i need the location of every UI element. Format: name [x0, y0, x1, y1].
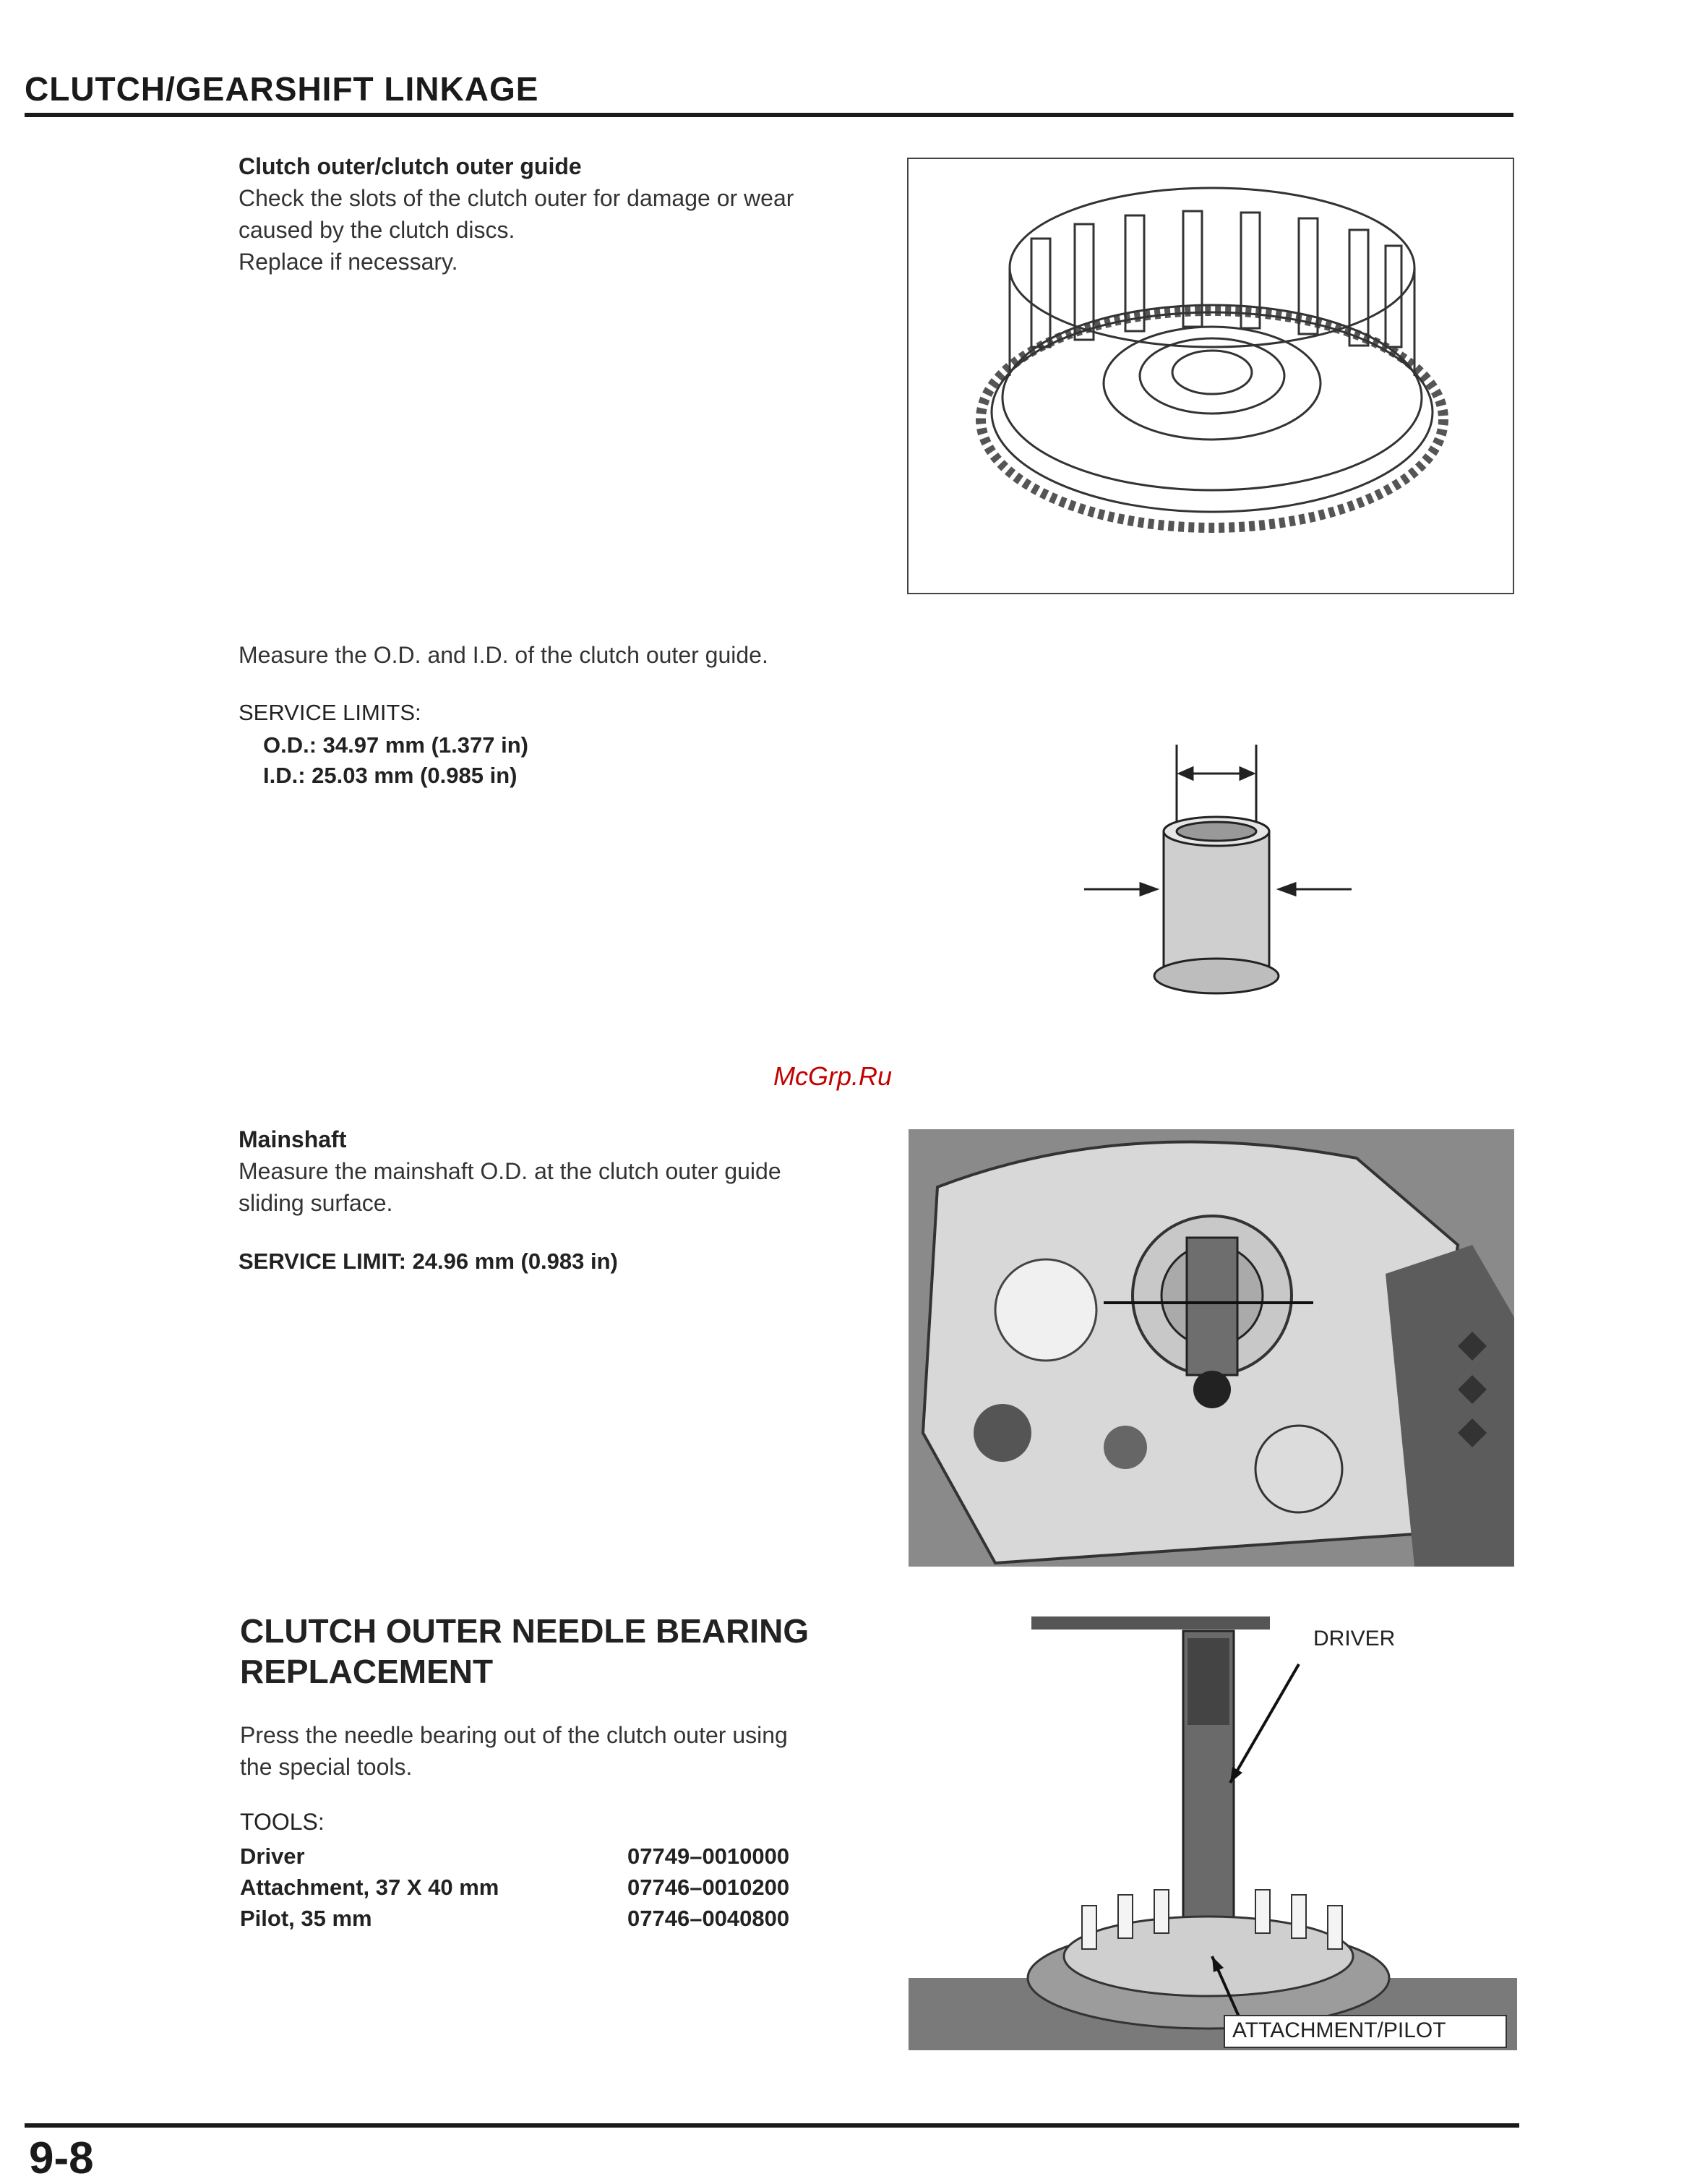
tool-number: 07746–0040800	[627, 1906, 790, 1931]
page-header-title: CLUTCH/GEARSHIFT LINKAGE	[25, 70, 539, 108]
mainshaft-photo	[909, 1129, 1514, 1567]
clutch-guide-drawing	[1077, 745, 1359, 1005]
clutch-outer-line: caused by the clutch discs.	[239, 217, 515, 243]
tool-name: Attachment, 37 X 40 mm	[240, 1875, 499, 1900]
mainshaft-subtitle: Mainshaft	[239, 1126, 347, 1152]
tool-row	[240, 1841, 890, 1872]
needle-bearing-heading-line: REPLACEMENT	[240, 1653, 494, 1690]
mainshaft-line: Measure the mainshaft O.D. at the clutch outer guide	[239, 1158, 781, 1184]
clutch-outer-drawing	[909, 159, 1513, 593]
tool-name: Driver	[240, 1843, 305, 1869]
clutch-outer-line: Check the slots of the clutch outer for damage or wear	[239, 185, 794, 211]
mainshaft-photo-drawing	[909, 1129, 1514, 1567]
watermark-text: McGrp.Ru	[773, 1061, 893, 1091]
footer-rule	[25, 2123, 1519, 2128]
needle-bearing-heading	[240, 1611, 809, 1692]
guide-instruction: Measure the O.D. and I.D. of the clutch outer guide.	[239, 642, 768, 668]
needle-bearing-line: the special tools.	[240, 1754, 413, 1780]
needle-bearing-heading-line: CLUTCH OUTER NEEDLE BEARING	[240, 1612, 810, 1650]
guide-limit-id: I.D.: 25.03 mm (0.985 in)	[263, 763, 518, 788]
mainshaft-text	[239, 1155, 889, 1219]
tools-title: TOOLS:	[240, 1809, 325, 1835]
needle-bearing-photo-drawing	[909, 1616, 1517, 2050]
clutch-outer-subtitle: Clutch outer/clutch outer guide	[239, 153, 582, 179]
attachment-pilot-callout: ATTACHMENT/PILOT	[1232, 2018, 1446, 2042]
guide-limit-od: O.D.: 34.97 mm (1.377 in)	[263, 732, 528, 758]
clutch-guide-illustration	[1077, 745, 1359, 1005]
mainshaft-limit: SERVICE LIMIT: 24.96 mm (0.983 in)	[239, 1249, 618, 1274]
tool-row	[240, 1872, 890, 1903]
mainshaft-line: sliding surface.	[239, 1190, 393, 1216]
needle-bearing-text	[240, 1719, 890, 1783]
clutch-outer-line: Replace if necessary.	[239, 249, 458, 275]
tool-name: Pilot, 35 mm	[240, 1906, 372, 1931]
needle-bearing-photo	[909, 1616, 1517, 2050]
guide-limits-title: SERVICE LIMITS:	[239, 700, 421, 725]
tool-row	[240, 1903, 890, 1934]
page-number: 9-8	[29, 2133, 94, 2183]
tools-list	[240, 1841, 890, 1934]
tool-number: 07746–0010200	[627, 1875, 790, 1900]
tool-number: 07749–0010000	[627, 1843, 790, 1869]
driver-callout: DRIVER	[1313, 1627, 1396, 1650]
needle-bearing-line: Press the needle bearing out of the clutch outer using	[240, 1722, 788, 1748]
guide-limits	[263, 730, 528, 791]
header-rule	[25, 113, 1513, 117]
clutch-outer-text	[239, 182, 889, 278]
clutch-outer-illustration	[907, 158, 1514, 594]
